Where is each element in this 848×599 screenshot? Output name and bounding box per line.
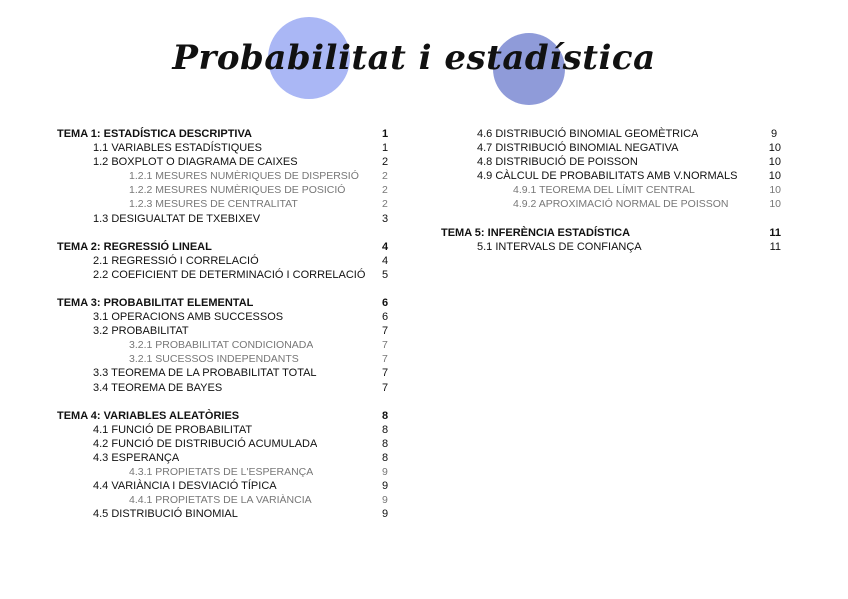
- toc-entry-page-number: 9: [771, 128, 778, 140]
- toc-entry-page-number: 11: [769, 226, 781, 239]
- toc-entry-page-number: 10: [769, 198, 781, 211]
- toc-subsection-entry[interactable]: [57, 197, 392, 211]
- toc-section: [57, 127, 392, 226]
- toc-entry-page-number: 8: [382, 451, 389, 464]
- toc-section: [57, 409, 392, 522]
- toc-entry-title: 3.2.1 PROBABILITAT CONDICIONADA: [129, 339, 314, 352]
- toc-entry-title: 1.2.3 MESURES DE CENTRALITAT: [129, 198, 298, 211]
- toc-entry-page-number: 1: [382, 128, 389, 140]
- toc-section: [441, 226, 781, 254]
- toc-section-entry[interactable]: [57, 423, 392, 437]
- document-title: Probabilitat i estadística: [172, 38, 656, 78]
- toc-entry-page-number: 2: [382, 156, 389, 169]
- toc-subsection-entry[interactable]: [57, 183, 392, 197]
- toc-subsection-entry[interactable]: [57, 465, 392, 479]
- toc-entry-title: 1.1 VARIABLES ESTADÍSTIQUES: [93, 142, 262, 155]
- toc-entry-page-number: 8: [382, 423, 389, 436]
- toc-section-entry[interactable]: [441, 155, 781, 169]
- toc-entry-title: 3.1 OPERACIONS AMB SUCCESSOS: [93, 311, 284, 324]
- toc-entry-title: 4.4.1 PROPIETATS DE LA VARIÀNCIA: [129, 494, 312, 507]
- toc-subsection-entry[interactable]: [441, 183, 781, 197]
- toc-entry-page-number: 2: [382, 170, 388, 183]
- toc-entry-title: TEMA 4: VARIABLES ALEATÒRIES: [57, 409, 240, 422]
- toc-left-column: [57, 127, 392, 535]
- toc-entry-page-number: 3: [382, 212, 389, 225]
- toc-entry-page-number: 11: [769, 240, 781, 253]
- toc-entry-title: 4.9.2 APROXIMACIÓ NORMAL DE POISSON: [513, 198, 729, 211]
- toc-section-entry[interactable]: [57, 212, 392, 226]
- toc-subsection-entry[interactable]: [57, 338, 392, 352]
- toc-section-entry[interactable]: [57, 254, 392, 268]
- toc-entry-page-number: 8: [382, 409, 389, 422]
- toc-subsection-entry[interactable]: [57, 352, 392, 366]
- toc-entry-page-number: 7: [382, 367, 389, 380]
- toc-entry-page-number: 6: [382, 296, 389, 309]
- toc-entry-title: 1.2.1 MESURES NUMÈRIQUES DE DISPERSIÓ: [129, 170, 359, 183]
- toc-subsection-entry[interactable]: [57, 169, 392, 183]
- toc-entry-title: 1.3 DESIGUALTAT DE TXEBIXEV: [93, 212, 261, 225]
- toc-entry-title: 3.3 TEOREMA DE LA PROBABILITAT TOTAL: [93, 367, 317, 380]
- toc-entry-title: 2.1 REGRESSIÓ I CORRELACIÓ: [93, 254, 259, 267]
- toc-entry-title: 1.2 BOXPLOT O DIAGRAMA DE CAIXES: [93, 156, 298, 169]
- toc-entry-title: 1.2.2 MESURES NUMÈRIQUES DE POSICIÓ: [129, 184, 346, 197]
- toc-section-entry[interactable]: [57, 437, 392, 451]
- toc-entry-page-number: 4: [382, 240, 389, 253]
- toc-entry-title: 2.2 COEFICIENT DE DETERMINACIÓ I CORRELACIÓ: [93, 268, 366, 281]
- toc-entry-page-number: 2: [382, 198, 388, 211]
- toc-section: [57, 240, 392, 282]
- toc-entry-page-number: 9: [382, 480, 389, 493]
- toc-section: [57, 296, 392, 395]
- toc-entry-title: 4.3 ESPERANÇA: [93, 451, 180, 464]
- toc-entry-page-number: 10: [768, 142, 781, 155]
- toc-section-entry[interactable]: [441, 127, 781, 141]
- toc-chapter-entry[interactable]: [57, 240, 392, 254]
- toc-entry-page-number: 10: [768, 170, 781, 183]
- toc-section-entry[interactable]: [441, 141, 781, 155]
- toc-chapter-entry[interactable]: [57, 127, 392, 141]
- toc-entry-page-number: 7: [382, 325, 389, 338]
- toc-entry-title: 4.3.1 PROPIETATS DE L'ESPERANÇA: [129, 465, 314, 478]
- title-area: [0, 0, 848, 120]
- toc-entry-page-number: 4: [382, 254, 389, 267]
- toc-entry-title: 4.8 DISTRIBUCIÓ DE POISSON: [477, 156, 638, 169]
- toc-entry-page-number: 1: [382, 142, 389, 155]
- toc-entry-page-number: 9: [382, 494, 388, 507]
- toc-section-entry[interactable]: [441, 240, 781, 254]
- toc-entry-page-number: 2: [382, 184, 388, 197]
- toc-entry-page-number: 9: [382, 508, 389, 521]
- toc-entry-page-number: 5: [382, 268, 389, 281]
- toc-entry-title: TEMA 3: PROBABILITAT ELEMENTAL: [57, 296, 254, 309]
- toc-entry-page-number: 10: [769, 184, 781, 197]
- toc-section: [441, 127, 781, 212]
- toc-subsection-entry[interactable]: [57, 493, 392, 507]
- toc-section-entry[interactable]: [57, 310, 392, 324]
- toc-section-entry[interactable]: [57, 479, 392, 493]
- toc-entry-title: 4.2 FUNCIÓ DE DISTRIBUCIÓ ACUMULADA: [93, 437, 318, 450]
- toc-entry-page-number: 10: [768, 156, 781, 169]
- toc-entry-title: 3.4 TEOREMA DE BAYES: [93, 381, 223, 394]
- toc-section-entry[interactable]: [57, 141, 392, 155]
- toc-section-entry[interactable]: [57, 381, 392, 395]
- toc-entry-title: 4.1 FUNCIÓ DE PROBABILITAT: [93, 423, 253, 436]
- toc-section-entry[interactable]: [441, 169, 781, 183]
- toc-entry-page-number: 8: [382, 437, 389, 450]
- toc-section-entry[interactable]: [57, 268, 392, 282]
- toc-entry-title: 4.4 VARIÀNCIA I DESVIACIÓ TÍPICA: [93, 480, 277, 493]
- toc-entry-page-number: 7: [382, 353, 388, 366]
- toc-entry-page-number: 9: [382, 465, 388, 478]
- toc-chapter-entry[interactable]: [57, 409, 392, 423]
- toc-entry-title: 3.2.1 SUCESSOS INDEPENDANTS: [129, 353, 299, 366]
- toc-entry-title: TEMA 1: ESTADÍSTICA DESCRIPTIVA: [57, 128, 252, 140]
- toc-section-entry[interactable]: [57, 155, 392, 169]
- toc-entry-title: 4.6 DISTRIBUCIÓ BINOMIAL GEOMÈTRICA: [477, 128, 699, 140]
- toc-section-entry[interactable]: [57, 366, 392, 380]
- toc-entry-title: 4.9 CÀLCUL DE PROBABILITATS AMB V.NORMALS: [477, 170, 738, 183]
- toc-subsection-entry[interactable]: [441, 197, 781, 211]
- toc-chapter-entry[interactable]: [441, 226, 781, 240]
- toc-entry-page-number: 7: [382, 339, 388, 352]
- toc-entry-page-number: 6: [382, 311, 389, 324]
- toc-entry-title: TEMA 5: INFERÈNCIA ESTADÍSTICA: [441, 226, 631, 239]
- toc-section-entry[interactable]: [57, 451, 392, 465]
- toc-entry-page-number: 7: [382, 381, 389, 394]
- toc-entry-title: TEMA 2: REGRESSIÓ LINEAL: [57, 240, 212, 253]
- toc-section-entry[interactable]: [57, 507, 392, 521]
- toc-entry-title: 4.9.1 TEOREMA DEL LÍMIT CENTRAL: [513, 184, 695, 197]
- toc-section-entry[interactable]: [57, 324, 392, 338]
- toc-chapter-entry[interactable]: [57, 296, 392, 310]
- toc-entry-title: 4.7 DISTRIBUCIÓ BINOMIAL NEGATIVA: [477, 142, 679, 155]
- toc-entry-title: 3.2 PROBABILITAT: [93, 325, 189, 338]
- toc-entry-title: 4.5 DISTRIBUCIÓ BINOMIAL: [93, 508, 238, 521]
- toc-entry-title: 5.1 INTERVALS DE CONFIANÇA: [477, 240, 642, 253]
- toc-right-column: [441, 127, 781, 268]
